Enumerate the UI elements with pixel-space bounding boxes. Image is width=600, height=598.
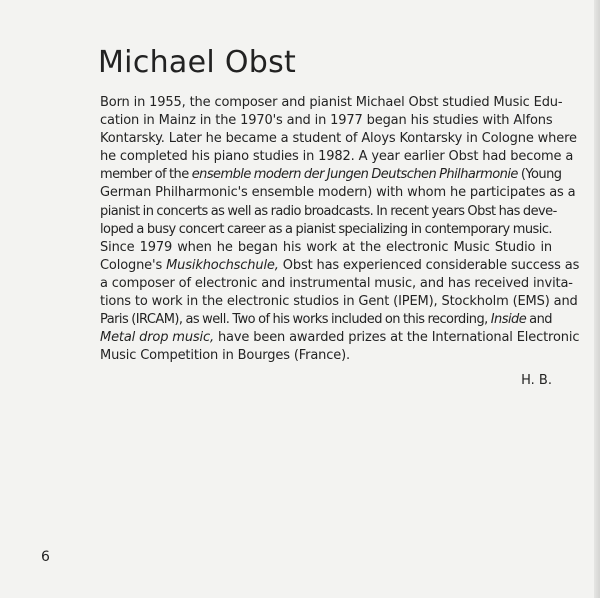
bio-line: [100, 329, 580, 347]
bio-line: Music Competition in Bourges (France).: [100, 348, 350, 364]
bio-text: Paris (IRCAM), as well. Two of his works included on this recording,: [100, 312, 491, 328]
institution-name: Musikhochschule,: [166, 257, 279, 273]
page-edge-shadow: [594, 0, 600, 598]
bio-line: Kontarsky. Later he became a student of Aloys Kontarsky in Cologne where: [100, 131, 577, 147]
bio-text: and: [526, 312, 552, 328]
bio-line: pianist in concerts as well as radio broadcasts. In recent years Obst has deve-: [100, 203, 557, 219]
bio-line: he completed his piano studies in 1982. A year earlier Obst had become a: [100, 149, 574, 165]
bio-line: a composer of electronic and instrumental music, and has received invita-: [100, 275, 573, 291]
bio-line: cation in Mainz in the 1970's and in 1977 began his studies with Alfons: [100, 113, 553, 129]
bio-line: German Philharmonic's ensemble modern) with whom he participates as a: [100, 185, 576, 201]
bio-line: [100, 311, 552, 329]
bio-text: member of the: [100, 167, 192, 183]
work-title: Inside: [490, 312, 527, 328]
work-title: Metal drop music,: [100, 330, 214, 346]
author-initials: H. B.: [521, 373, 552, 388]
bio-text: (Young: [517, 167, 562, 183]
bio-line: Born in 1955, the composer and pianist Michael Obst studied Music Edu-: [100, 95, 563, 110]
page-number: 6: [41, 549, 50, 565]
bio-line: Since 1979 when he began his work at the electronic Music Studio in: [100, 239, 552, 255]
bio-text: Cologne's: [100, 257, 167, 273]
ensemble-name: ensemble modern der Jungen Deutschen Philharmonie: [191, 167, 518, 183]
bio-text: Obst has experienced considerable success as: [278, 257, 580, 273]
bio-line: loped a busy concert career as a pianist specializing in contemporary music.: [100, 221, 552, 237]
bio-line: [100, 166, 562, 184]
bio-text: have been awarded prizes at the International Electronic: [213, 330, 580, 346]
bio-line: tions to work in the electronic studios in Gent (IPEM), Stockholm (EMS) and: [100, 294, 578, 310]
biography-paragraph: [100, 94, 580, 365]
page-title: Michael Obst: [98, 45, 297, 80]
bio-line: [100, 257, 580, 275]
